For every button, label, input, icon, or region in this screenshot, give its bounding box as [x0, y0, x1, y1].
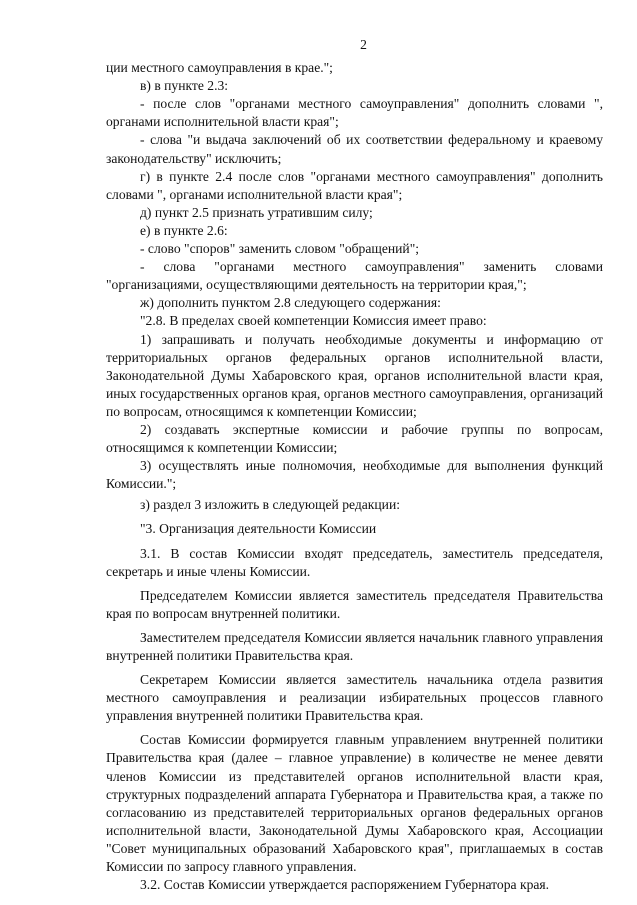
paragraph-clause-3-2: 3.2. Состав Комиссии утверждается распоряжением Губернатора края.	[140, 877, 550, 893]
paragraph-clause-2-8: "2.8. В пределах своей компетенции Комиссия имеет право:	[140, 313, 487, 329]
section-heading: "3. Организация деятельности Комиссии	[140, 521, 377, 537]
paragraph-composition: Состав Комиссии формируется главным управлением внутренней политики Правительства края (далее – главное управление) в количестве не менее девяти членов Комиссии из представителей органов исполнительной власти края, структурных подразделений аппарата Губернатора и Правительства края, а также по согласованию из представителей территориальных органов федеральных органов исполнительной власти, Законодательной Думы Хабаровского края, Ассоциации "Совет муниципальных образований Хабаровского края", приглашаемых в состав Комиссии по запросу главного управления.	[106, 732, 603, 875]
paragraph-right-3: 3) осуществлять иные полномочия, необходимые для выполнения функций Комиссии.";	[106, 458, 603, 492]
paragraph-item-d: д) пункт 2.5 признать утратившим силу;	[140, 204, 373, 220]
page-number: 2	[360, 37, 367, 52]
paragraph-right-2: 2) создавать экспертные комиссии и рабочие группы по вопросам, относящимся к компетенции Комиссии;	[106, 421, 603, 456]
paragraph-chairman: Председателем Комиссии является заместитель председателя Правительства края по вопросам внутренней политики.	[106, 587, 603, 621]
paragraph-subitem: - слова "органами местного самоуправления" заменить словами "организациями, осуществляющими деятельность на территории края,";	[106, 259, 603, 293]
paragraph-subitem: - слова "и выдача заключений об их соответствии федеральному и краевому законодательству" исключить;	[106, 132, 603, 166]
paragraph-clause-3-1: 3.1. В состав Комиссии входят председатель, заместитель председателя, секретарь и иные члены Комиссии.	[106, 545, 603, 579]
paragraph-item-g: г) в пункте 2.4 после слов "органами местного самоуправления" дополнить словами ", органами исполнительной власти края";	[106, 168, 603, 202]
paragraph-subitem: - слово "споров" заменить словом "обращений";	[140, 241, 420, 257]
paragraph-item-e: е) в пункте 2.6:	[140, 222, 228, 238]
paragraph-secretary: Секретарем Комиссии является заместитель начальника отдела развития местного самоуправления и реализации избирательных процессов главного управления внутренней политики Правительства края.	[106, 672, 603, 724]
paragraph-continuation: ции местного самоуправления в крае.";	[106, 60, 333, 76]
paragraph-right-1: 1) запрашивать и получать необходимые документы и информацию от территориальных органов федеральных органов исполнительной власти, Законодательной Думы Хабаровского края, органов исполнительной власти края, иных государственных органов края, органов местного самоуправления, организаций по вопросам, относящимся к компетенции Комиссии;	[106, 331, 603, 419]
paragraph-deputy-chairman: Заместителем председателя Комиссии является начальник главного управления внутренней политики Правительства края.	[106, 629, 603, 663]
paragraph-item-z: з) раздел 3 изложить в следующей редакции:	[140, 497, 401, 513]
paragraph-item-v: в) в пункте 2.3:	[140, 78, 229, 94]
paragraph-subitem: - после слов "органами местного самоуправления" дополнить словами ", органами исполнительной власти края";	[106, 96, 603, 130]
paragraph-item-zh: ж) дополнить пунктом 2.8 следующего содержания:	[140, 295, 441, 311]
